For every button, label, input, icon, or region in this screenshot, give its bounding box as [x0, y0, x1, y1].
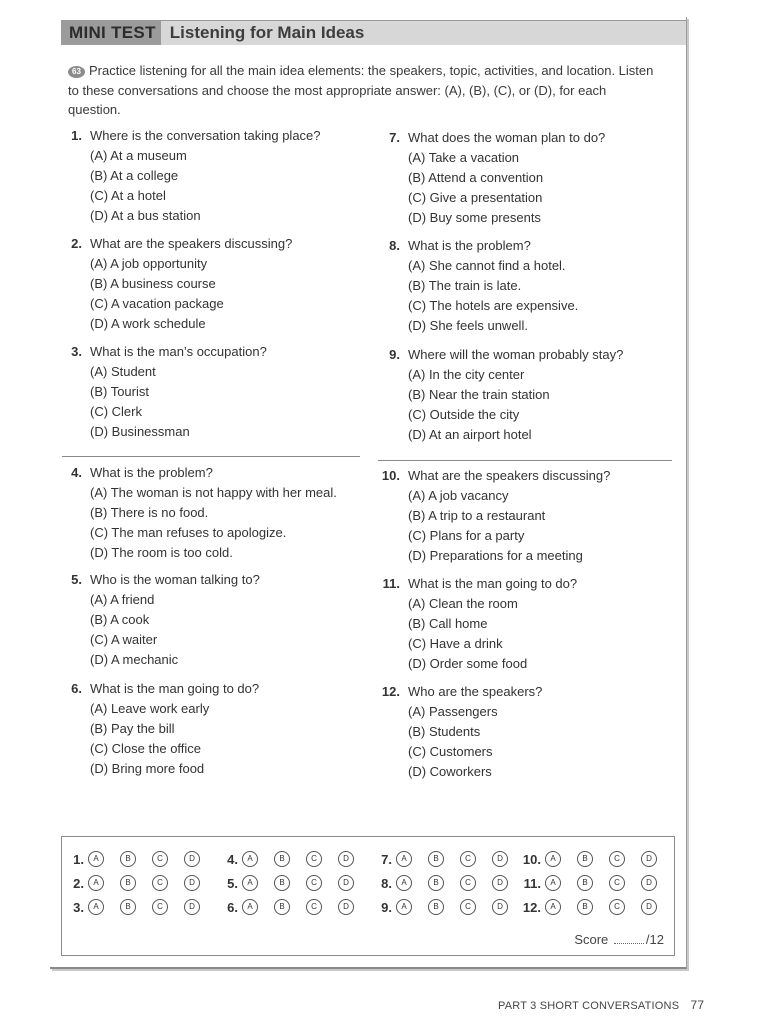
answer-bubble-c[interactable]: C — [609, 899, 625, 915]
answer-bubble-c[interactable]: C — [609, 851, 625, 867]
answer-number: 3. — [73, 899, 84, 915]
option-b: (B) A trip to a restaurant — [408, 508, 546, 523]
answer-bubble-d[interactable]: D — [338, 899, 354, 915]
answer-row-7 — [370, 849, 524, 869]
answer-bubble-c[interactable]: C — [306, 899, 322, 915]
section-divider-right — [378, 460, 672, 461]
answer-bubble-b[interactable]: B — [428, 899, 444, 915]
option-a: (A) Student — [90, 364, 156, 379]
answer-bubble-a[interactable]: A — [396, 851, 412, 867]
answer-bubble-d[interactable]: D — [184, 851, 200, 867]
option-c: (C) At a hotel — [90, 188, 166, 203]
question-stem: What is the man going to do? — [408, 576, 578, 591]
option-d: (D) Bring more food — [90, 761, 205, 776]
answer-bubble-c[interactable]: C — [460, 851, 476, 867]
option-a: (A) A job opportunity — [90, 256, 208, 271]
question-stem: Who is the woman talking to? — [90, 572, 260, 587]
option-b: (B) Near the train station — [408, 387, 550, 402]
answer-number: 5. — [227, 875, 238, 891]
question-8 — [378, 236, 578, 336]
answer-bubble-c[interactable]: C — [152, 851, 168, 867]
question-number: 9. — [389, 347, 400, 362]
instructions — [68, 61, 658, 120]
answer-bubble-d[interactable]: D — [492, 851, 508, 867]
answer-sheet — [61, 836, 675, 956]
option-a: (A) In the city center — [408, 367, 525, 382]
option-c: (C) A waiter — [90, 632, 158, 647]
answer-bubble-b[interactable]: B — [274, 851, 290, 867]
option-a: (A) A job vacancy — [408, 488, 509, 503]
answer-bubble-b[interactable]: B — [577, 851, 593, 867]
question-1 — [60, 126, 321, 226]
audio-track-icon[interactable]: 63 — [68, 66, 85, 78]
answer-number: 7. — [381, 851, 392, 867]
answer-bubble-c[interactable]: C — [460, 899, 476, 915]
option-d: (D) Preparations for a meeting — [408, 548, 583, 563]
option-d: (D) The room is too cold. — [90, 545, 233, 560]
answer-bubble-a[interactable]: A — [545, 875, 561, 891]
answer-bubble-b[interactable]: B — [120, 851, 136, 867]
answer-row-12 — [519, 897, 673, 917]
answer-bubble-c[interactable]: C — [306, 851, 322, 867]
answer-number: 12. — [522, 899, 541, 915]
answer-bubble-b[interactable]: B — [428, 851, 444, 867]
answer-bubble-d[interactable]: D — [641, 899, 657, 915]
answer-number: 9. — [381, 899, 392, 915]
score-total: /12 — [645, 932, 664, 947]
answer-bubble-d[interactable]: D — [641, 875, 657, 891]
question-number: 12. — [381, 684, 400, 699]
answer-row-6 — [216, 897, 370, 917]
question-number: 6. — [71, 681, 82, 696]
footer-section: PART 3 SHORT CONVERSATIONS — [498, 1000, 680, 1012]
page-footer — [498, 998, 704, 1012]
option-a: (A) A friend — [90, 592, 155, 607]
answer-bubble-d[interactable]: D — [492, 899, 508, 915]
option-d: (D) She feels unwell. — [408, 318, 528, 333]
answer-bubble-b[interactable]: B — [428, 875, 444, 891]
answer-bubble-b[interactable]: B — [274, 899, 290, 915]
option-c: (C) Outside the city — [408, 407, 520, 422]
answer-number: 4. — [227, 851, 238, 867]
score-label: Score — [574, 932, 609, 947]
question-stem: Who are the speakers? — [408, 684, 543, 699]
answer-bubble-b[interactable]: B — [577, 875, 593, 891]
answer-number: 8. — [381, 875, 392, 891]
option-b: (B) There is no food. — [90, 505, 209, 520]
option-c: (C) Clerk — [90, 404, 142, 419]
answer-bubble-c[interactable]: C — [152, 875, 168, 891]
option-a: (A) The woman is not happy with her meal. — [90, 485, 337, 500]
option-c: (C) Customers — [408, 744, 493, 759]
answer-row-3 — [62, 897, 216, 917]
option-b: (B) A business course — [90, 276, 216, 291]
option-b: (B) Pay the bill — [90, 721, 175, 736]
question-6 — [60, 679, 259, 779]
answer-bubble-a[interactable]: A — [545, 851, 561, 867]
page-number: 77 — [690, 998, 705, 1012]
question-number: 11. — [382, 576, 400, 591]
option-c: (C) A vacation package — [90, 296, 224, 311]
question-number: 3. — [71, 344, 82, 359]
option-c: (C) The man refuses to apologize. — [90, 525, 287, 540]
option-d: (D) A work schedule — [90, 316, 206, 331]
answer-bubble-d[interactable]: D — [338, 851, 354, 867]
question-stem: What does the woman plan to do? — [408, 130, 606, 145]
question-number: 2. — [71, 236, 82, 251]
answer-bubble-c[interactable]: C — [152, 899, 168, 915]
score-blank[interactable] — [614, 943, 644, 944]
question-4 — [60, 463, 337, 563]
answer-row-9 — [370, 897, 524, 917]
answer-bubble-b[interactable]: B — [577, 899, 593, 915]
answer-bubble-a[interactable]: A — [242, 899, 258, 915]
answer-bubble-c[interactable]: C — [306, 875, 322, 891]
section-header — [61, 20, 686, 45]
answer-bubble-b[interactable]: B — [120, 875, 136, 891]
answer-row-4 — [216, 849, 370, 869]
question-3 — [60, 342, 267, 442]
question-stem: What are the speakers discussing? — [408, 468, 611, 483]
question-stem: Where will the woman probably stay? — [408, 347, 624, 362]
option-a: (A) At a museum — [90, 148, 187, 163]
answer-number: 11. — [523, 875, 541, 891]
option-c: (C) Plans for a party — [408, 528, 525, 543]
question-number: 7. — [389, 130, 400, 145]
option-b: (B) A cook — [90, 612, 150, 627]
option-c: (C) Close the office — [90, 741, 202, 756]
question-number: 10. — [381, 468, 400, 483]
answer-bubble-d[interactable]: D — [492, 875, 508, 891]
option-c: (C) The hotels are expensive. — [408, 298, 579, 313]
answer-row-8 — [370, 873, 524, 893]
answer-bubble-d[interactable]: D — [184, 875, 200, 891]
option-d: (D) At an airport hotel — [408, 427, 532, 442]
answer-bubble-a[interactable]: A — [88, 899, 104, 915]
answer-row-10 — [519, 849, 673, 869]
option-b: (B) Attend a convention — [408, 170, 544, 185]
answer-bubble-a[interactable]: A — [242, 875, 258, 891]
answer-row-1 — [62, 849, 216, 869]
question-stem: What is the man going to do? — [90, 681, 260, 696]
question-number: 8. — [389, 238, 400, 253]
section-divider-left — [62, 456, 360, 457]
option-a: (A) Leave work early — [90, 701, 210, 716]
option-d: (D) Buy some presents — [408, 210, 541, 225]
question-5 — [60, 570, 260, 670]
option-c: (C) Give a presentation — [408, 190, 543, 205]
question-stem: What is the man’s occupation? — [90, 344, 267, 359]
score-field — [574, 932, 664, 947]
question-number: 1. — [71, 128, 82, 143]
question-10 — [378, 466, 610, 566]
answer-row-2 — [62, 873, 216, 893]
question-number: 4. — [71, 465, 82, 480]
option-b: (B) Tourist — [90, 384, 149, 399]
answer-row-5 — [216, 873, 370, 893]
option-a: (A) Take a vacation — [408, 150, 520, 165]
option-d: (D) Order some food — [408, 656, 528, 671]
question-12 — [378, 682, 542, 782]
mini-test-badge: MINI TEST — [61, 21, 161, 45]
answer-bubble-a[interactable]: A — [88, 851, 104, 867]
answer-bubble-b[interactable]: B — [120, 899, 136, 915]
answer-bubble-a[interactable]: A — [396, 899, 412, 915]
answer-number: 1. — [73, 851, 84, 867]
answer-bubble-c[interactable]: C — [460, 875, 476, 891]
answer-bubble-b[interactable]: B — [274, 875, 290, 891]
option-a: (A) She cannot find a hotel. — [408, 258, 566, 273]
answer-bubble-a[interactable]: A — [545, 899, 561, 915]
section-title: Listening for Main Ideas — [169, 23, 365, 42]
answer-bubble-d[interactable]: D — [184, 899, 200, 915]
answer-number: 2. — [73, 875, 84, 891]
answer-bubble-a[interactable]: A — [88, 875, 104, 891]
option-b: (B) The train is late. — [408, 278, 522, 293]
answer-bubble-c[interactable]: C — [609, 875, 625, 891]
answer-bubble-d[interactable]: D — [641, 851, 657, 867]
question-stem: What is the problem? — [408, 238, 531, 253]
option-b: (B) Students — [408, 724, 481, 739]
question-9 — [378, 345, 623, 445]
answer-bubble-d[interactable]: D — [338, 875, 354, 891]
option-d: (D) At a bus station — [90, 208, 201, 223]
answer-bubble-a[interactable]: A — [396, 875, 412, 891]
question-stem: What are the speakers discussing? — [90, 236, 293, 251]
question-2 — [60, 234, 292, 334]
answer-bubble-a[interactable]: A — [242, 851, 258, 867]
option-d: (D) A mechanic — [90, 652, 179, 667]
option-b: (B) Call home — [408, 616, 488, 631]
option-a: (A) Passengers — [408, 704, 498, 719]
option-b: (B) At a college — [90, 168, 179, 183]
answer-number: 10. — [522, 851, 541, 867]
option-d: (D) Coworkers — [408, 764, 492, 779]
answer-row-11 — [519, 873, 673, 893]
option-c: (C) Have a drink — [408, 636, 503, 651]
question-11 — [378, 574, 577, 674]
option-a: (A) Clean the room — [408, 596, 518, 611]
option-d: (D) Businessman — [90, 424, 190, 439]
question-7 — [378, 128, 605, 228]
instructions-text: Practice listening for all the main idea elements: the speakers, topic, activities, and location. Listen to these conversations and choose the most appropriate answer: (A), (B), (C), or (D), for each question. — [68, 63, 654, 117]
question-stem: What is the problem? — [90, 465, 213, 480]
question-stem: Where is the conversation taking place? — [90, 128, 321, 143]
question-number: 5. — [71, 572, 82, 587]
answer-number: 6. — [227, 899, 238, 915]
